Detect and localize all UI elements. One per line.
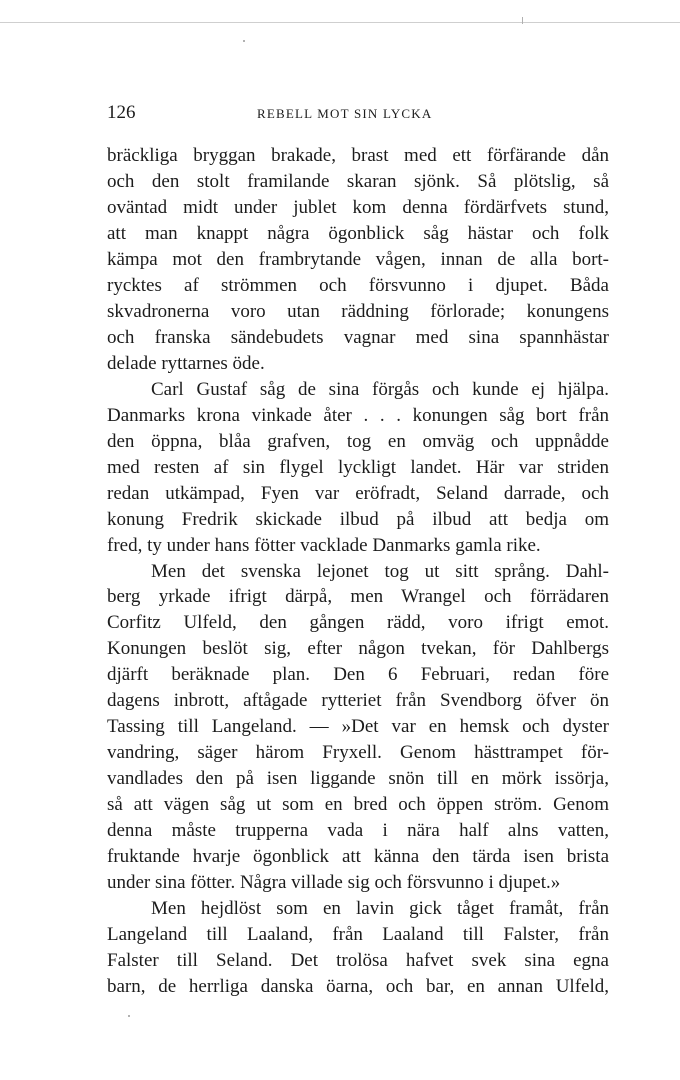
text-line: Langeland till Laaland, från Laaland till Falster, från: [107, 924, 609, 946]
text-line: Corfitz Ulfeld, den gången rädd, voro ifrigt emot.: [107, 612, 609, 634]
text-line: dagens inbrott, aftågade rytteriet från Svendborg öfver ön: [107, 690, 609, 712]
text-line: Tassing till Langeland. — »Det var en hemsk och dyster: [107, 716, 609, 738]
text-line: så att vägen såg ut som en bred och öppen ström. Genom: [107, 794, 609, 816]
text-line: denna måste trupperna vada i nära half alns vatten,: [107, 820, 609, 842]
scan-speck: [243, 40, 245, 42]
text-line: redan utkämpad, Fyen var eröfradt, Seland darrade, och: [107, 482, 609, 504]
text-line: berg yrkade ifrigt därpå, men Wrangel och förrädaren: [107, 586, 609, 608]
text-line: djärft beräknade plan. Den 6 Februari, redan före: [107, 664, 609, 686]
scan-rule-tick: [522, 17, 523, 24]
text-line: delade ryttarnes öde.: [107, 352, 265, 374]
page-number: 126: [107, 102, 136, 123]
text-line: bräckliga bryggan brakade, brast med ett förfärande dån: [107, 145, 609, 166]
text-line: fred, ty under hans fötter vacklade Danmarks gamla rike.: [107, 534, 541, 556]
text-line: kämpa mot den frambrytande vågen, innan de alla bort-: [107, 248, 609, 270]
text-line: och den stolt framilande skaran sjönk. Så plötslig, så: [107, 170, 609, 192]
text-line: vandring, säger härom Fryxell. Genom hästtrampet för-: [107, 742, 609, 764]
text-line: konung Fredrik skickade ilbud på ilbud att bedja om: [107, 508, 609, 530]
text-line: rycktes af strömmen och försvunno i djupet. Båda: [107, 274, 609, 296]
text-line: fruktande hvarje ögonblick att känna den tärda isen brista: [107, 846, 609, 868]
text-line: att man knappt några ögonblick såg hästar och folk: [107, 222, 609, 244]
paragraph-start-line: Men det svenska lejonet tog ut sitt språng. Dahl-: [151, 560, 609, 582]
text-line: under sina fötter. Några villade sig och försvunno i djupet.»: [107, 872, 561, 894]
text-line: vandlades den på isen liggande snön till en mörk issörja,: [107, 768, 609, 790]
text-line: oväntad midt under jublet kom denna fördärfvets stund,: [107, 196, 609, 218]
text-line: barn, de herrliga danska öarna, och bar, en annan Ulfeld,: [107, 976, 609, 997]
text-line: och franska sändebudets vagnar med sina spannhästar: [107, 326, 609, 348]
body-text: [107, 143, 609, 1000]
paragraph-start-line: Carl Gustaf såg de sina förgås och kunde ej hjälpa.: [151, 378, 609, 400]
paragraph-start-line: Men hejdlöst som en lavin gick tåget framåt, från: [151, 898, 609, 920]
page-header: [107, 101, 609, 125]
running-title: REBELL MOT SIN LYCKA: [257, 106, 433, 121]
text-line: skvadronerna voro utan räddning förlorade; konungens: [107, 300, 609, 322]
text-line: Falster till Seland. Det trolösa hafvet svek sina egna: [107, 950, 609, 972]
scan-top-rule: [0, 22, 680, 23]
text-line: Danmarks krona vinkade åter . . . konungen såg bort från: [107, 404, 609, 426]
scan-speck: [128, 1015, 130, 1017]
text-line: med resten af sin flygel lyckligt landet. Här var striden: [107, 456, 609, 478]
text-line: den öppna, blåa grafven, tog en omväg och uppnådde: [107, 430, 609, 452]
text-line: Konungen beslöt sig, efter någon tvekan, för Dahlbergs: [107, 638, 609, 660]
